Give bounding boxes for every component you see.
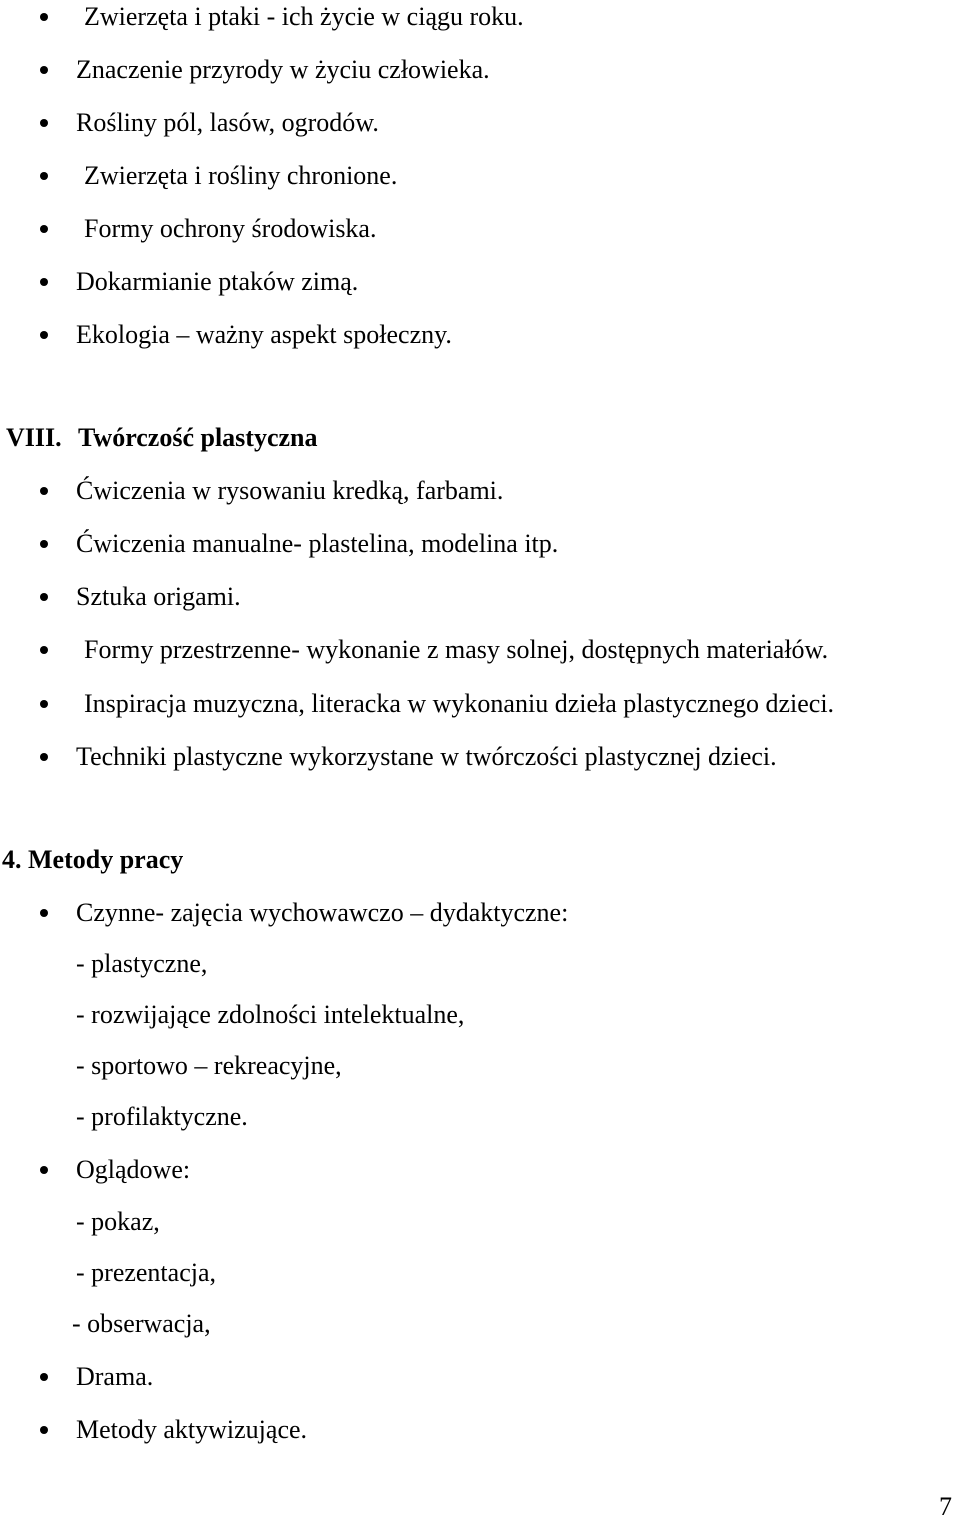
sub-item: - rozwijające zdolności intelektualne, bbox=[76, 1000, 465, 1029]
bullet-icon bbox=[40, 487, 48, 495]
list-item-text: Formy przestrzenne- wykonanie z masy solnej, dostępnych materiałów. bbox=[84, 635, 829, 664]
list-item-text: Czynne- zajęcia wychowawczo – dydaktyczne: bbox=[76, 898, 569, 927]
list-item-text: Metody aktywizujące. bbox=[76, 1415, 308, 1444]
list-item-text: Ekologia – ważny aspekt społeczny. bbox=[76, 320, 452, 349]
bullet-icon bbox=[40, 646, 48, 654]
methods-heading: 4. Metody pracy bbox=[2, 845, 184, 874]
bullet-icon bbox=[40, 66, 48, 74]
section-title: Twórczość plastyczna bbox=[78, 423, 318, 452]
bullet-icon bbox=[40, 540, 48, 548]
bullet-icon bbox=[40, 172, 48, 180]
bullet-icon bbox=[40, 593, 48, 601]
list-item-text: Sztuka origami. bbox=[76, 582, 241, 611]
list-item-text: Inspiracja muzyczna, literacka w wykonaniu dzieła plastycznego dzieci. bbox=[84, 689, 835, 718]
list-item-text: Znaczenie przyrody w życiu człowieka. bbox=[76, 55, 490, 84]
bullet-icon bbox=[40, 331, 48, 339]
sub-item: - plastyczne, bbox=[76, 949, 208, 978]
list-item-text: Oglądowe: bbox=[76, 1155, 191, 1184]
list-item-text: Zwierzęta i ptaki - ich życie w ciągu roku. bbox=[84, 2, 524, 31]
list-item-text: Dokarmianie ptaków zimą. bbox=[76, 267, 359, 296]
sub-item: - sportowo – rekreacyjne, bbox=[76, 1051, 342, 1080]
sub-item: - profilaktyczne. bbox=[76, 1102, 248, 1131]
list-item-text: Ćwiczenia w rysowaniu kredką, farbami. bbox=[76, 476, 504, 505]
sub-item: - prezentacja, bbox=[76, 1258, 217, 1287]
sub-item: - pokaz, bbox=[76, 1207, 160, 1236]
bullet-icon bbox=[40, 909, 48, 917]
list-item-text: Ćwiczenia manualne- plastelina, modelina itp. bbox=[76, 529, 559, 558]
bullet-icon bbox=[40, 119, 48, 127]
list-item-text: Formy ochrony środowiska. bbox=[84, 214, 377, 243]
bullet-icon bbox=[40, 700, 48, 708]
page-number: 7 bbox=[939, 1492, 952, 1521]
bullet-icon bbox=[40, 1166, 48, 1174]
bullet-icon bbox=[40, 278, 48, 286]
section-number: VIII. bbox=[6, 423, 62, 452]
sub-item: - obserwacja, bbox=[72, 1309, 211, 1338]
bullet-icon bbox=[40, 1426, 48, 1434]
list-item-text: Techniki plastyczne wykorzystane w twórczości plastycznej dzieci. bbox=[76, 742, 777, 771]
list-item-text: Zwierzęta i rośliny chronione. bbox=[84, 161, 398, 190]
bullet-icon bbox=[40, 1373, 48, 1381]
list-item-text: Drama. bbox=[76, 1362, 154, 1391]
bullet-icon bbox=[40, 753, 48, 761]
bullet-icon bbox=[40, 225, 48, 233]
bullet-icon bbox=[40, 13, 48, 21]
list-item-text: Rośliny pól, lasów, ogrodów. bbox=[76, 108, 379, 137]
